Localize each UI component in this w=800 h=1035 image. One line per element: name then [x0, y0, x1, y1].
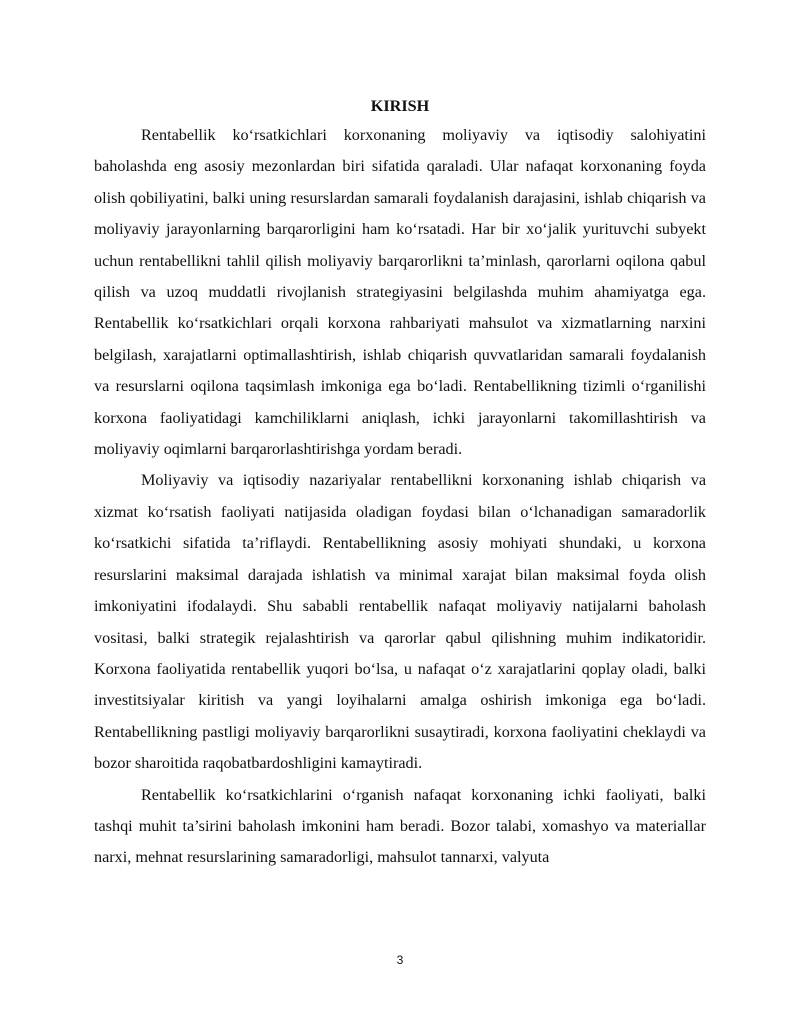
- document-body: [94, 92, 706, 874]
- paragraph-2: Moliyaviy va iqtisodiy nazariyalar rentabellikni korxonaning ishlab chiqarish va xizmat ko‘rsatish faoliyati natijasida oladigan foydasi bilan o‘lchanadigan samaradorlik ko‘rsatkichi sifatida ta’riflaydi. Rentabellikning asosiy mohiyati shundaki, u korxona resurslarini maksimal darajada ishlatish va minimal xarajat bilan maksimal foyda olish imkoniyatini ifodalaydi. Shu sababli rentabellik nafaqat moliyaviy natijalarni baholash vositasi, balki strategik rejalashtirish va qarorlar qabul qilishning muhim indikatoridir. Korxona faoliyatida rentabellik yuqori bo‘lsa, u nafaqat o‘z xarajatlarini qoplay oladi, balki investitsiyalar kiritish va yangi loyihalarni amalga oshirish imkoniga ega bo‘ladi. Rentabellikning pastligi moliyaviy barqarorlikni susaytiradi, korxona faoliyatini cheklaydi va bozor sharoitida raqobatbardoshligini kamaytiradi.: [94, 471, 706, 773]
- page-title: KIRISH: [370, 97, 430, 115]
- paragraph-1: Rentabellik ko‘rsatkichlari korxonaning moliyaviy va iqtisodiy salohiyatini baholashda eng asosiy mezonlardan biri sifatida qaraladi. Ular nafaqat korxonaning foyda olish qobiliyatini, balki uning resurslardan samarali foydalanish darajasini, ishlab chiqarish va moliyaviy jarayonlarning barqarorligini ham ko‘rsatadi. Har bir xo‘jalik yurituvchi subyekt uchun rentabellikni tahlil qilish moliyaviy barqarorlikni ta’minlash, qarorlarni oqilona qabul qilish va uzoq muddatli rivojlanish strategiyasini belgilashda muhim ahamiyatga ega. Rentabellik ko‘rsatkichlari orqali korxona rahbariyati mahsulot va xizmatlarning narxini belgilash, xarajatlarni optimallashtirish, ishlab chiqarish quvvatlaridan samarali foydalanish va resurslarni oqilona taqsimlash imkoniga ega bo‘ladi. Rentabellikning tizimli o‘rganilishi korxona faoliyatidagi kamchiliklarni aniqlash, ichki jarayonlarni takomillashtirish va moliyaviy oqimlarni barqarorlashtirishga yordam beradi.: [94, 126, 706, 459]
- paragraph-3: Rentabellik ko‘rsatkichlarini o‘rganish nafaqat korxonaning ichki faoliyati, balki tashqi muhit ta’sirini baholash imkonini ham beradi. Bozor talabi, xomashyo va materiallar narxi, mehnat resurslarining samaradorligi, mahsulot tannarxi, valyuta: [94, 785, 706, 867]
- page-number: 3: [396, 953, 404, 967]
